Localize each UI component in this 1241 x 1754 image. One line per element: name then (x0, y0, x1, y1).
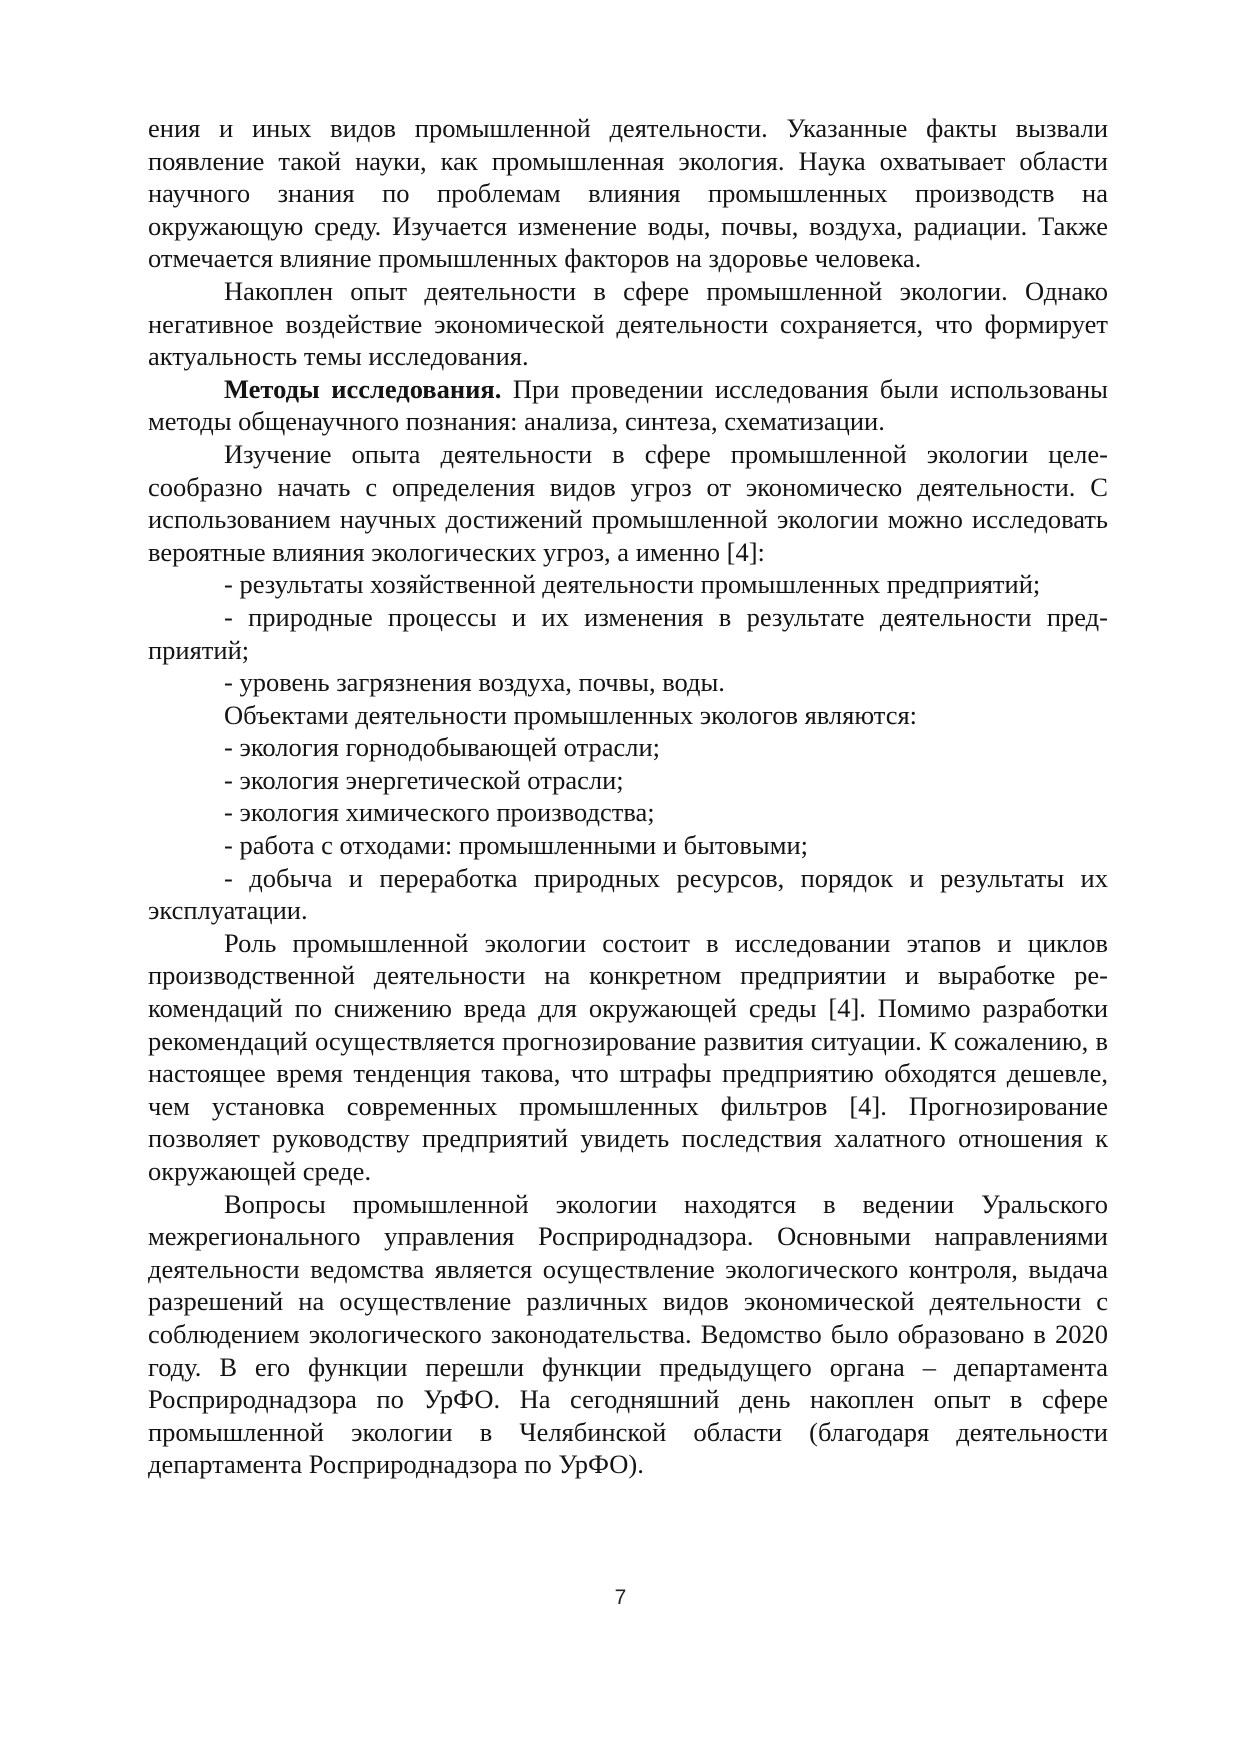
page-number: 7 (614, 1586, 627, 1609)
paragraph-study: Изучение опыта деятельности в сфере промышленной экологии целесообразно начать с определения видов угроз от экономическо деятельности. С использованием научных достижений промышленной экологии можно исследовать вероятные влияния экологических угроз, а именно [4]: (148, 438, 1108, 567)
paragraph-continuation: ения и иных видов промышленной деятельности. Указанные факты вызвали появление такой науки, как промышленная экология. Наука охватывает области научного знания по проблемам влияния промышленных производств на окружающую среду. Изучается изменение воды, почвы, воздуха, радиации. Также отмечается влияние промышленных факторов на здоровье человека. (148, 113, 1108, 274)
list-item-object-mining: - экология горнодобывающей отрасли; (224, 732, 661, 763)
paragraph-experience: Накоплен опыт деятельности в сфере промышленной экологии. Однако негативное воздействие экономической деятельности сохраняется, что формирует актуальность темы исследования. (148, 275, 1108, 372)
paragraph-agency: Вопросы промышленной экологии находятся в ведении Уральского межрегионального управления Росприроднадзора. Основными направлениями деятельности ведомства является осуществление экологического контроля, выдача разрешений на осуществление различных видов экономической деятельности с соблюдением экологического законодательства. Ведомство было образовано в 2020 году. В его функции перешли функции предыдущего органа – департамента Росприроднадзора по УрФО. На сегодняшний день накоплен опыт в сфере промышленной экологии в Челябинской области (благодаря деятельности департамента Росприроднадзора по УрФО). (148, 1188, 1108, 1480)
methods-heading: Методы исследования. (224, 373, 502, 404)
document-page (148, 112, 1108, 1481)
methods-text: При проведении исследования были использованы методы общенаучного познания: анализа, синтеза, схематизации. (148, 373, 1108, 437)
paragraph-objects-intro: Объектами деятельности промышленных экологов являются: (224, 699, 918, 730)
list-item-object-waste: - работа с отходами: промышленными и бытовыми; (224, 830, 809, 861)
list-item-object-energy: - экология энергетической отрасли; (224, 764, 624, 795)
list-item-object-chemical: - экология химического производства; (224, 797, 655, 828)
list-item-threat-results: - результаты хозяйственной деятельности промышленных предприятий; (224, 569, 1041, 600)
list-item-object-resources: - добыча и переработка природных ресурсов, порядок и результаты их эксплуатации. (148, 862, 1108, 926)
list-item-threat-pollution: - уровень загрязнения воздуха, почвы, воды. (224, 667, 725, 698)
list-item-threat-natural: - природные процессы и их изменения в результате деятельности предприятий; (148, 601, 1108, 665)
paragraph-role: Роль промышленной экологии состоит в исследовании этапов и циклов производственной деятельности на конкретном предприятии и выработке рекомендаций по снижению вреда для окружающей среды [4]. Помимо разработки рекомендаций осуществляется прогнозирование развития ситуации. К сожалению, в настоящее время тенденция такова, что штрафы предприятию обходятся дешевле, чем установка современных промышленных фильтров [4]. Прогнозирование позволяет руководству предприятий увидеть последствия халатного отношения к окружающей среде. (148, 927, 1108, 1186)
paragraph-methods (148, 373, 1108, 438)
